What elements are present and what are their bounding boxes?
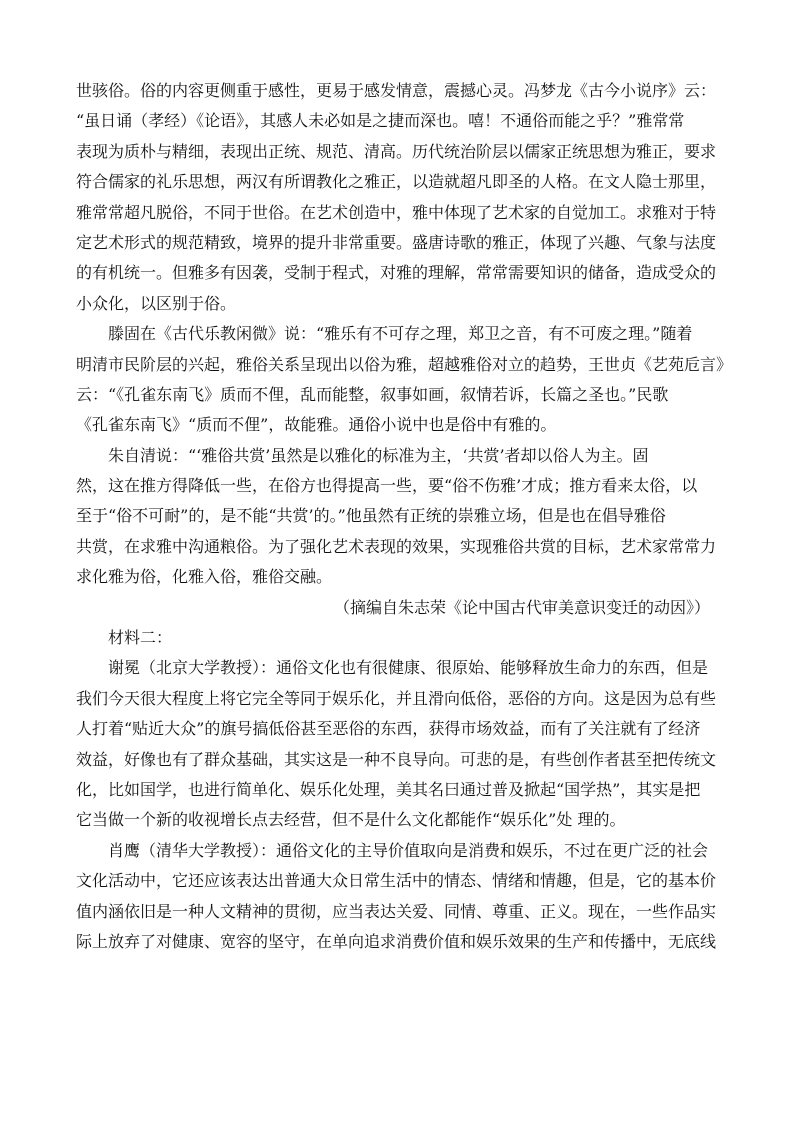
text-line: 云：“《孔雀东南飞》质而不俚，乱而能整，叙事如画，叙情若诉，长篇之圣也。”民歌 <box>76 384 669 404</box>
text-line: 的有机统一。但雅多有因袭，受制于程式，对雅的理解，常常需要知识的储备，造成受众的 <box>76 263 717 283</box>
text-line: 共赏，在求雅中沟通粮俗。为了强化艺术表现的效果，实现雅俗共赏的目标，艺术家常常力 <box>76 536 717 556</box>
text-line: 世骇俗。俗的内容更侧重于感性，更易于感发情意，震撼心灵。冯梦龙《古今小说序》云： <box>76 81 717 100</box>
source-citation <box>76 593 720 623</box>
material-two-label: 材料二： <box>108 628 173 648</box>
text-line: 滕固在《古代乐教闲微》说：“雅乐有不可存之理，郑卫之音，有不可废之理。”随着 <box>108 324 693 344</box>
document-body <box>76 76 733 957</box>
text-line: 际上放弃了对健康、宽容的坚守，在单向追求消费价值和娱乐效果的生产和传播中，无底线 <box>76 931 717 951</box>
source-note: （摘编自朱志荣《论中国古代审美意识变迁的动因》） <box>333 597 710 617</box>
text-line: 朱自清说：“‘雅俗共赏’虽然是以雅化的标准为主，‘共赏’者却以俗人为主。固 <box>108 445 649 465</box>
text-line: 值内涵依旧是一种人文精神的贯彻，应当表达关爱、同情、尊重、正义。现在，一些作品实 <box>76 901 717 921</box>
text-line: 表现为质朴与精细，表现出正统、规范、清高。历代统治阶层以儒家正统思想为雅正，要求 <box>76 141 717 161</box>
text-line: 肖鹰（清华大学教授）：通俗文化的主导价值取向是消费和娱乐，不过在更广泛的社会 <box>108 840 709 860</box>
text-line: “虽日诵（孝经）《论语》，其感人未必如是之捷而深也。嘻！不通俗而能之乎？”雅常常 <box>76 111 685 131</box>
text-line: 至于“俗不可耐”的，是不能“共赏’的。”他虽然有正统的崇雅立场，但是也在倡导雅俗 <box>76 506 666 526</box>
text-line: 我们今天很大程度上将它完全等同于娱乐化，并且滑向低俗，恶俗的方向。这是因为总有些 <box>76 688 717 708</box>
paragraph-elegance-vulgarity <box>76 76 720 319</box>
text-line: 《孔雀东南飞》“质而不俚”，故能雅。通俗小说中也是俗中有雅的。 <box>76 415 557 435</box>
material-two-heading <box>76 623 720 653</box>
text-line: 人打着“贴近大众”的旗号搞低俗甚至恶俗的东西，获得市场效益，而有了关注就有了经济 <box>76 719 701 739</box>
text-line: 文化活动中，它还应该表达出普通大众日常生活中的情态、情绪和情趣，但是，它的基本价 <box>76 871 717 891</box>
text-line: 定艺术形式的规范精致，境界的提升非常重要。盛唐诗歌的雅正，体现了兴趣、气象与法度 <box>76 232 717 252</box>
text-line: 雅常常超凡脱俗，不同于世俗。在艺术创造中，雅中体现了艺术家的自觉加工。求雅对于特 <box>76 202 717 222</box>
paragraph-zhu-ziqing <box>76 441 720 593</box>
paragraph-teng-gu <box>76 319 733 441</box>
paragraph-xie-mian <box>76 653 720 835</box>
text-line: 谢冕（北京大学教授）：通俗文化也有很健康、很原始、能够释放生命力的东西，但是 <box>108 658 709 678</box>
paragraph-xiao-ying <box>76 836 720 958</box>
text-line: 化，比如国学，也进行简单化、娱乐化处理，美其名曰通过普及掀起“国学热”，其实是把 <box>76 779 701 799</box>
text-line: 效益，好像也有了群众基础，其实这是一种不良导向。可悲的是，有些创作者甚至把传统文 <box>76 749 717 769</box>
text-line: 符合儒家的礼乐思想，两汉有所谓教化之雅正，以造就超凡即圣的人格。在文人隐士那里， <box>76 172 717 192</box>
text-line: 求化雅为俗，化雅入俗，雅俗交融。 <box>76 567 333 587</box>
text-line: 它当做一个新的收视增长点去经营，但不是什么文化都能作“娱乐化”处 理的。 <box>76 810 626 830</box>
text-line: 小众化，以区别于俗。 <box>76 293 237 313</box>
text-line: 明清市民阶层的兴起，雅俗关系呈现出以俗为雅，超越雅俗对立的趋势，王世贞《艺苑卮言》 <box>76 354 733 374</box>
text-line: 然，这在推方得降低一些，在俗方也得提高一些，要“俗不伤雅’才成；推方看来太俗，以 <box>76 476 698 496</box>
